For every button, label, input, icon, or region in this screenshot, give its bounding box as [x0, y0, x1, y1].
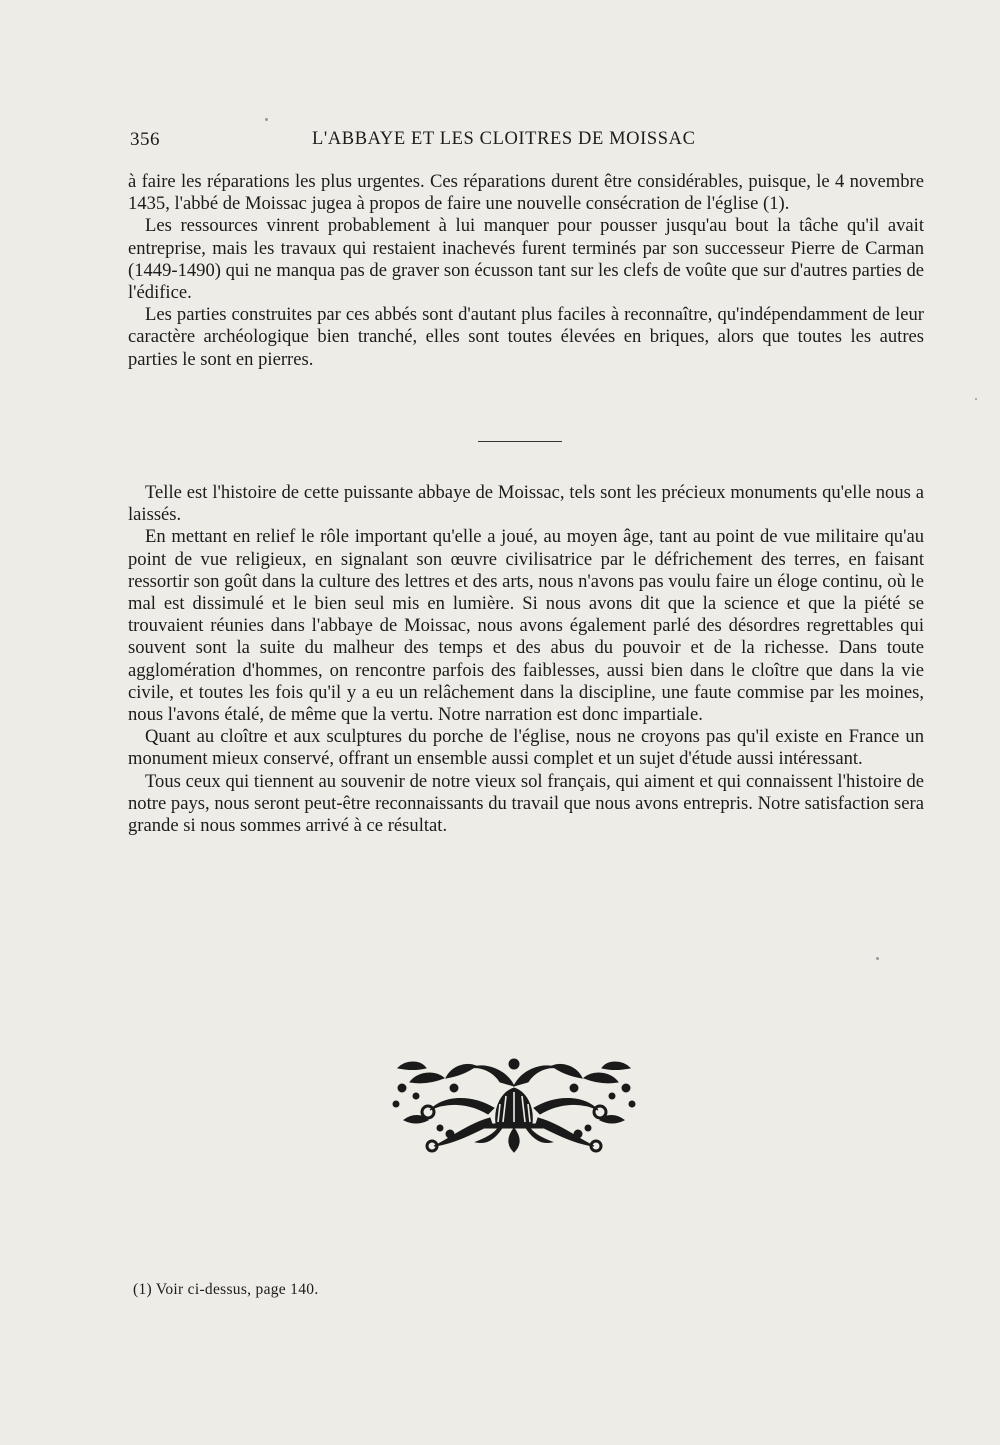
- page-number: 356: [130, 129, 160, 150]
- paper-speck: [265, 118, 268, 121]
- text-block-1: [128, 171, 924, 371]
- paragraph: à faire les réparations les plus urgentes. Ces réparations durent être considérables, puisque, le 4 novembre 1435, l'abbé de Moissac jugea à propos de faire une nouvelle consécration de l'église (1).: [128, 171, 924, 215]
- paragraph: Telle est l'histoire de cette puissante abbaye de Moissac, tels sont les précieux monuments qu'elle nous a laissés.: [128, 482, 924, 526]
- paper-speck: [975, 398, 977, 400]
- floral-tailpiece-ornament-icon: [390, 1048, 638, 1158]
- section-divider: [478, 441, 562, 442]
- paragraph: En mettant en relief le rôle important qu'elle a joué, au moyen âge, tant au point de vue militaire qu'au point de vue religieux, en signalant son œuvre civilisatrice par le défrichement des terres, en faisant ressortir son goût dans la culture des lettres et des arts, nous n'avons pas voulu faire un éloge continu, où le mal est dissimulé et le bien seul mis en lumière. Si nous avons dit que la science et que la piété se trouvaient réunies dans l'abbaye de Moissac, nous avons également parlé des désordres regrettables qui souvent sont la suite du malheur des temps et des abus du pouvoir et de la richesse. Dans toute agglomération d'hommes, on rencontre parfois des faiblesses, aussi bien dans le cloître que dans la vie civile, et toutes les fois qu'il y a eu un relâchement dans la discipline, une faute commise par les moines, nous l'avons étalé, de même que la vertu. Notre narration est donc impartiale.: [128, 526, 924, 726]
- running-title: L'ABBAYE ET LES CLOITRES DE MOISSAC: [312, 129, 696, 149]
- paragraph: Les ressources vinrent probablement à lui manquer pour pousser jusqu'au bout la tâche qu'il avait entreprise, mais les travaux qui restaient inachevés furent terminés par son successeur Pierre de Carman (1449-1490) qui ne manqua pas de graver son écusson tant sur les clefs de voûte que sur d'autres parties de l'édifice.: [128, 215, 924, 304]
- paragraph: Les parties construites par ces abbés sont d'autant plus faciles à reconnaître, qu'indépendamment de leur caractère archéologique bien tranché, elles sont toutes élevées en briques, alors que toutes les autres parties le sont en pierres.: [128, 304, 924, 370]
- paragraph: Quant au cloître et aux sculptures du porche de l'église, nous ne croyons pas qu'il existe en France un monument mieux conservé, offrant un ensemble aussi complet et un sujet d'étude aussi intéressant.: [128, 726, 924, 770]
- page-header: [130, 129, 930, 153]
- paper-speck: [876, 957, 879, 960]
- footnote: (1) Voir ci-dessus, page 140.: [133, 1281, 319, 1298]
- paragraph: Tous ceux qui tiennent au souvenir de notre vieux sol français, qui aiment et qui connaissent l'histoire de notre pays, nous seront peut-être reconnaissants du travail que nous avons entrepris. Notre satisfaction sera grande si nous sommes arrivé à ce résultat.: [128, 770, 924, 837]
- text-block-2: [128, 482, 924, 837]
